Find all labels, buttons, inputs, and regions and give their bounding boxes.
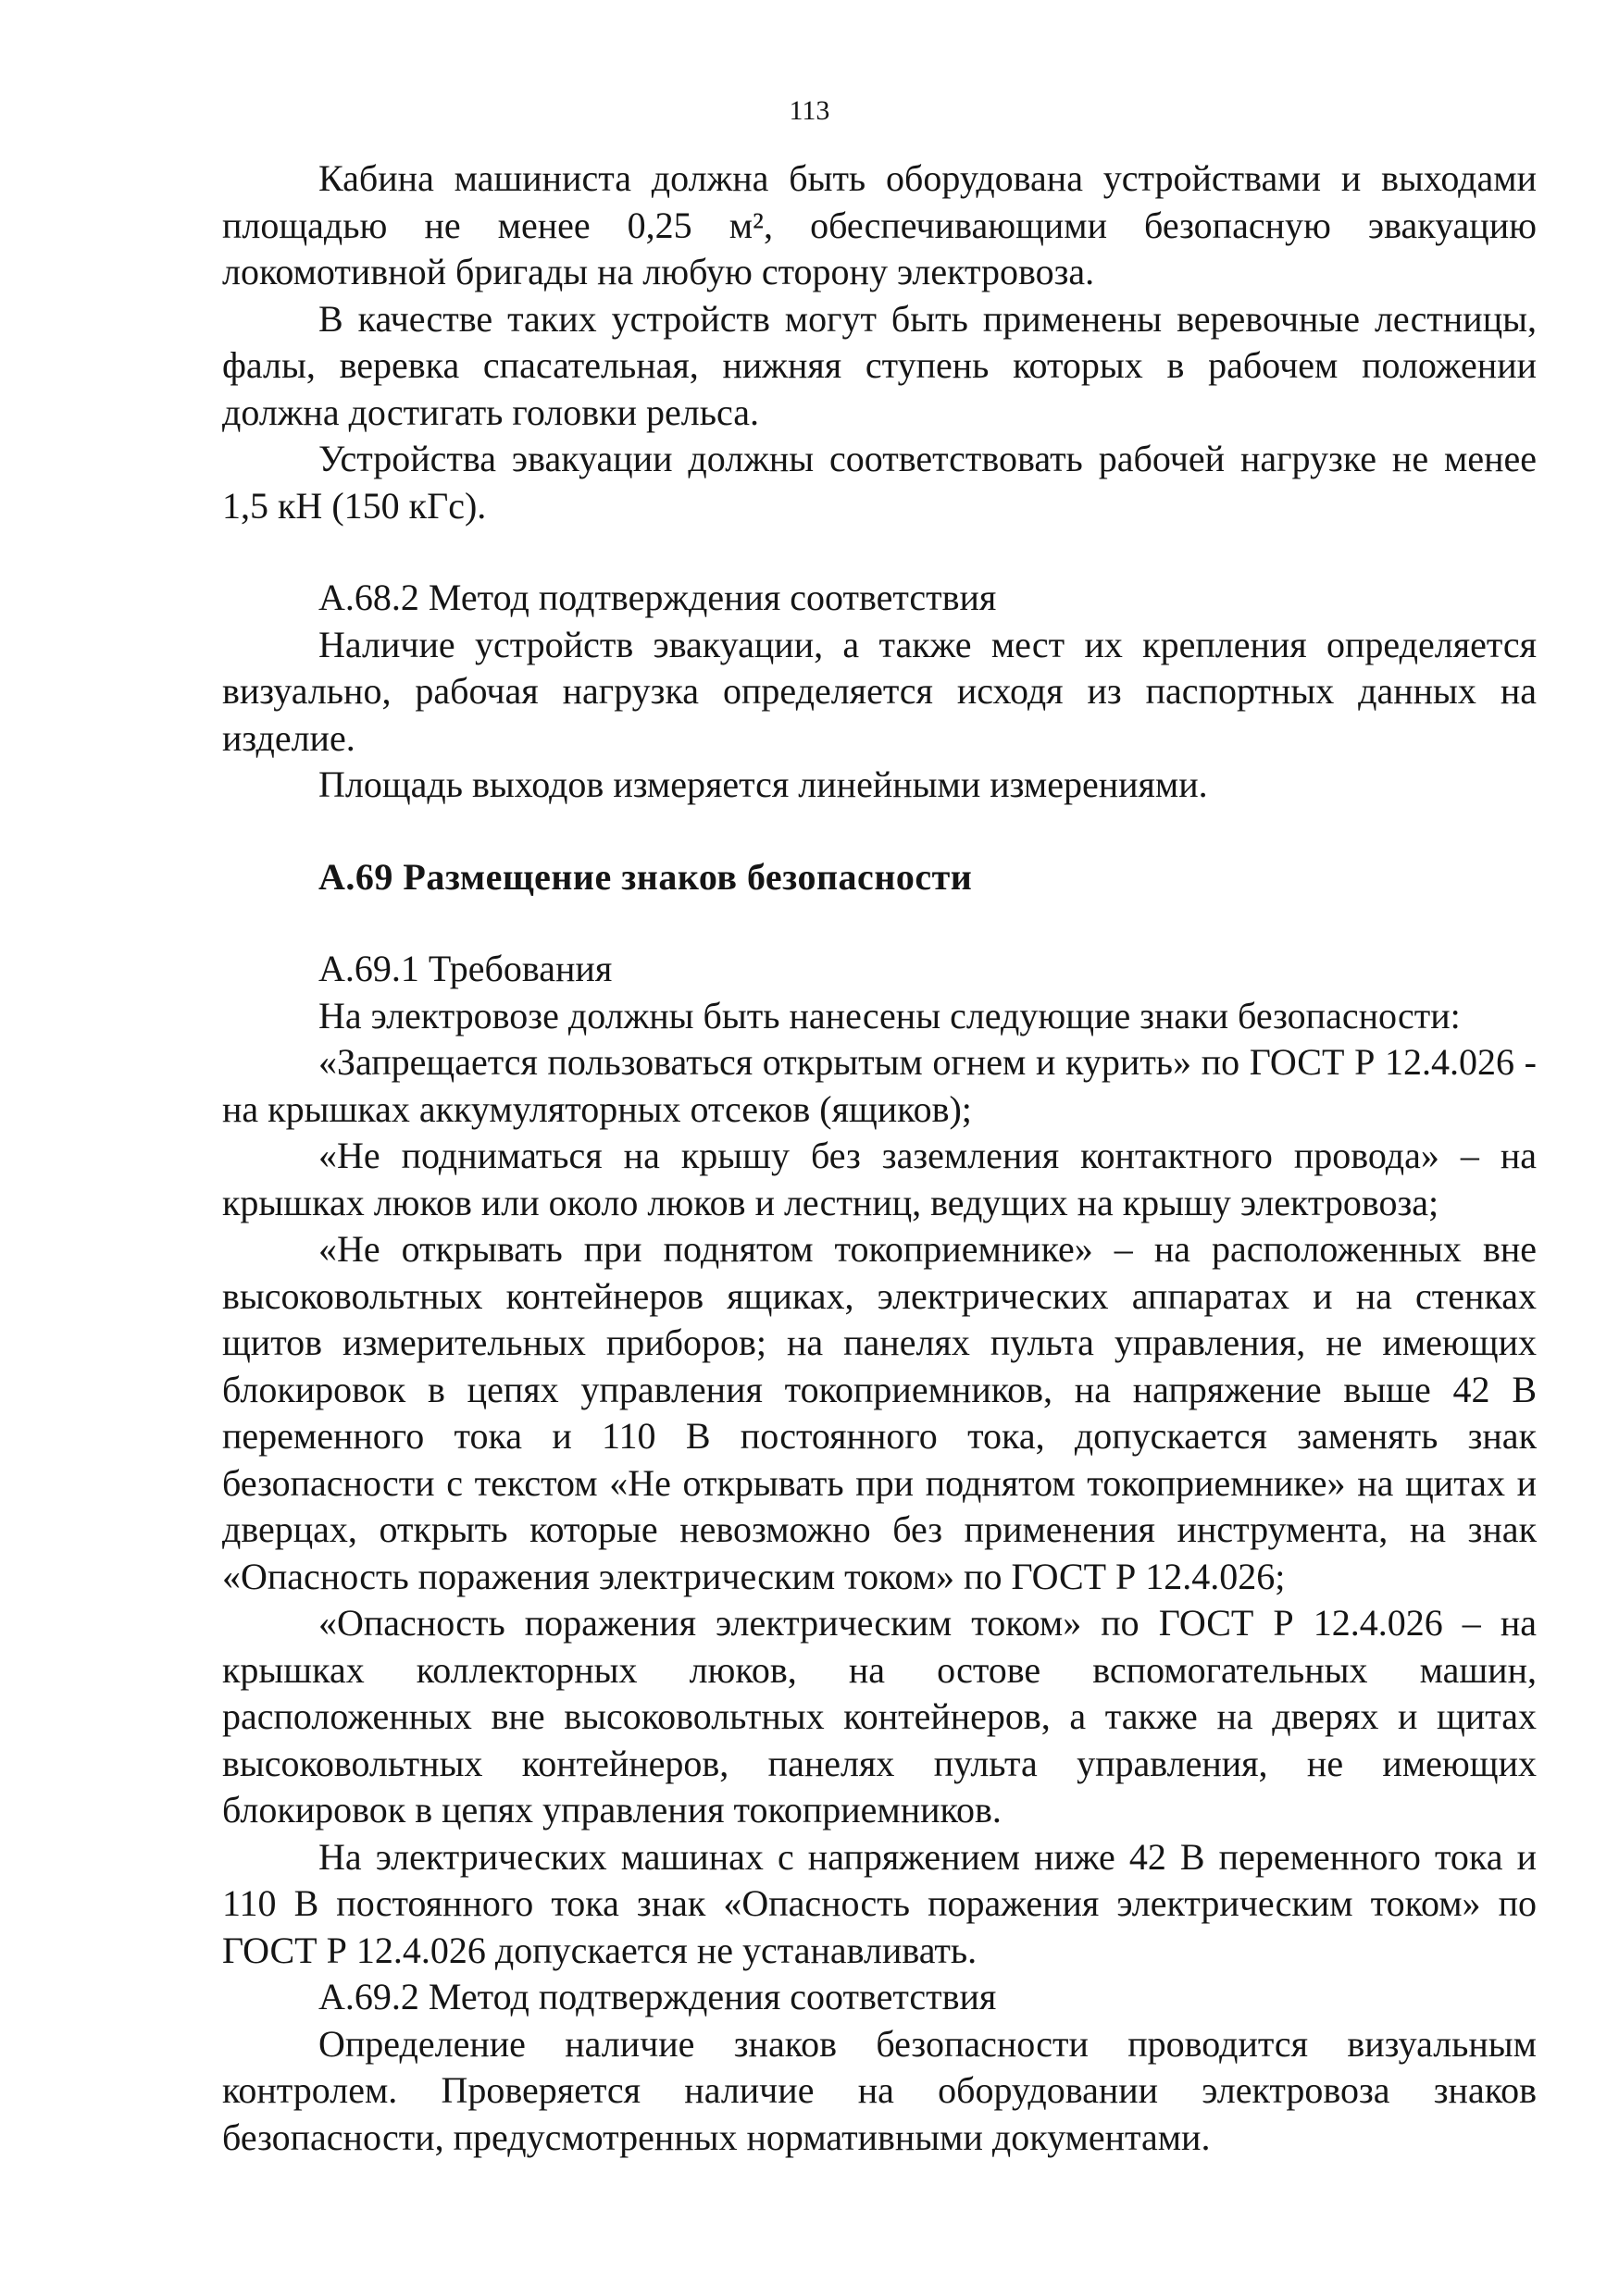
paragraph-visual-control: Определение наличие знаков безопасности проводится визуальным контролем. Проверяется наличие на оборудовании электровоза знаков безопасности, предусмотренных нормативными документами. — [222, 2022, 1537, 2158]
paragraph-sign-no-fire: «Запрещается пользоваться открытым огнем и курить» по ГОСТ Р 12.4.026 - на крышках аккумуляторных отсеков (ящиков); — [222, 1041, 1537, 1130]
section-heading-a69-2: А.69.2 Метод подтверждения соответствия — [318, 1976, 997, 2017]
paragraph-sign-electric-shock: «Опасность поражения электрическим током» по ГОСТ Р 12.4.026 – на крышках коллекторных люков, на остове вспомогательных машин, расположенных вне высоковольтных контейнеров, а также на дверях и щитах высоковольтных контейнеров, панелях пульта управления, не имеющих блокировок в цепях управления токоприемников. — [222, 1602, 1537, 1831]
paragraph-sign-pantograph: «Не открывать при поднятом токоприемнике» – на расположенных вне высоковольтных контейнеров ящиках, электрических аппаратах и на стенках щитов измерительных приборов; на панелях пульта управления, не имеющих блокировок в цепях управления токоприемников, на напряжение выше 42 В переменного тока и 110 В постоянного тока, допускается заменять знак безопасности с текстом «Не открывать при поднятом токоприемнике» на щитах и дверцах, открыть которые невозможно без применения инструмента, на знак «Опасность поражения электрическим током» по ГОСТ Р 12.4.026; — [222, 1228, 1537, 1597]
paragraph-exit-area: Площадь выходов измеряется линейными измерениями. — [318, 763, 1208, 805]
section-heading-a69-1: А.69.1 Требования — [318, 948, 613, 989]
page-number: 113 — [789, 95, 830, 126]
section-heading-a69: А.69 Размещение знаков безопасности — [318, 855, 973, 898]
paragraph-sign-roof: «Не подниматься на крышу без заземления контактного провода» – на крышках люков или около люков и лестниц, ведущих на крышу электровоза; — [222, 1135, 1537, 1223]
paragraph-evacuation-devices: В качестве таких устройств могут быть применены веревочные лестницы, фалы, веревка спасательная, нижняя ступень которых в рабочем положении должна достигать головки рельса. — [222, 297, 1537, 433]
paragraph-cabin-exits: Кабина машиниста должна быть оборудована устройствами и выходами площадью не менее 0,25 м², обеспечивающими безопасную эвакуацию локомотивной бригады на любую сторону электровоза. — [222, 157, 1537, 292]
paragraph-presence-check: Наличие устройств эвакуации, а также мест их крепления определяется визуально, рабочая нагрузка определяется исходя из паспортных данных на изделие. — [222, 623, 1537, 759]
paragraph-signs-intro: На электровозе должны быть нанесены следующие знаки безопасности: — [318, 994, 1461, 1036]
section-heading-a68-2: А.68.2 Метод подтверждения соответствия — [318, 577, 997, 618]
paragraph-low-voltage-exception: На электрических машинах с напряжением ниже 42 В переменного тока и 110 В постоянного тока знак «Опасность поражения электрическим током» по ГОСТ Р 12.4.026 допускается не устанавливать. — [222, 1835, 1537, 1971]
document-body — [222, 155, 1537, 2161]
paragraph-working-load: Устройства эвакуации должны соответствовать рабочей нагрузке не менее 1,5 кН (150 кГс). — [222, 438, 1537, 527]
